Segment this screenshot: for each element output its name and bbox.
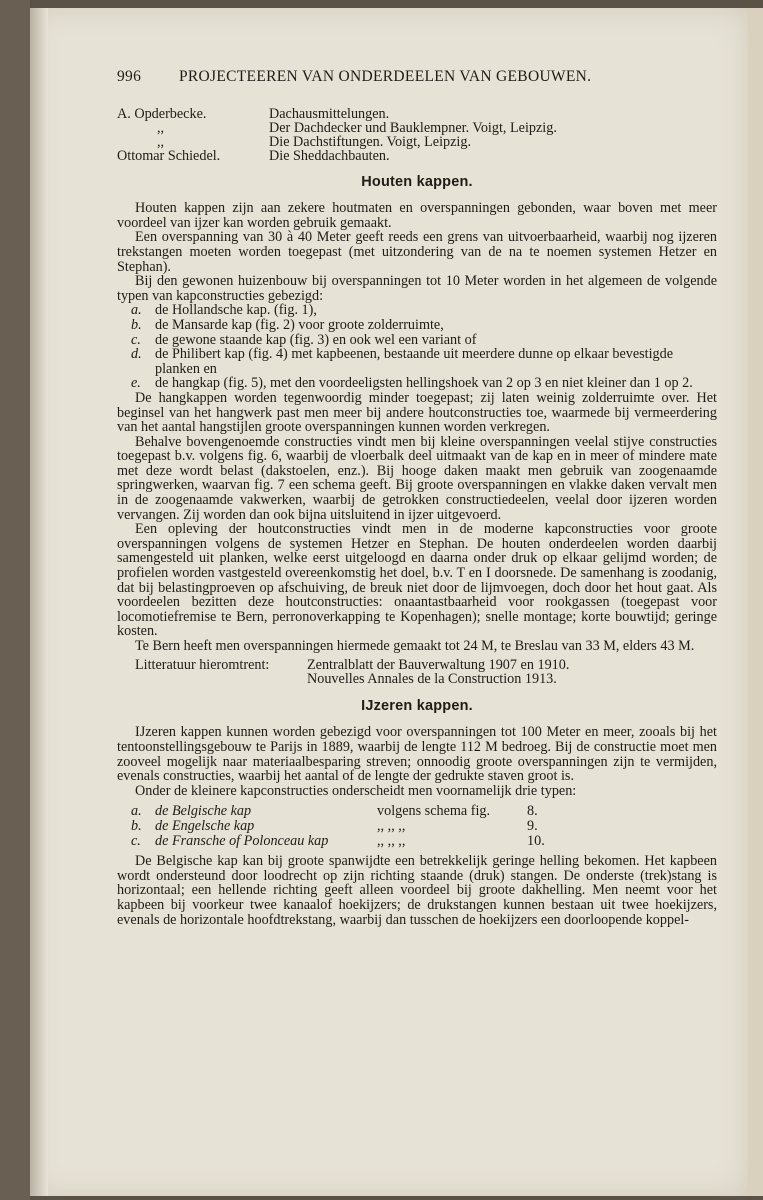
list-item — [117, 333, 717, 348]
paragraph: Een opleving der houtconstructies vindt men in de moderne kapconstructies voor groote overspanningen volgens de systemen Hetzer en Stephan. De houten onderdeelen worden daarbij samengesteld uit planken, welke eerst uitgeloogd en daarna onder druk op elkaar gelijmd worden; de profielen worden vastgesteld overeenkomstig het doel, b.v. T en I doorsnede. De samenhang is zoodanig, dat bij belastingproeven op afschuiving, de breuk niet door de lijmvoegen, doch door het hout gaat. Als voordeelen bezitten deze houtconstructies: onaantastbaarheid voor rookgassen (toegepast voor locomotiefremise te Bern, perronoverkapping te Kopenhagen); snelle montage; korte bouwtijd; geringe kosten. — [117, 521, 717, 640]
ref-title: Die Dachstiftungen. Voigt, Leipzig. — [269, 133, 472, 150]
list-marker: c. — [131, 832, 141, 849]
type-name: de Engelsche kap — [155, 817, 255, 834]
ref-author: Ottomar Schiedel. — [117, 147, 221, 164]
ijzer-type-list — [131, 804, 717, 848]
literature-block — [117, 658, 717, 687]
list-marker: a. — [131, 302, 142, 319]
paragraph: De hangkappen worden tegenwoordig minder toegepast; zij laten weinig zolderruimte over. Het beginsel van het hangwerk past men meer bij andere houtconstructies toe, waarmede bij vermeerdering van het aantal hangstijlen groote overspanningen kunnen worden verkregen. — [117, 389, 717, 436]
paragraph: Een overspanning van 30 à 40 Meter geeft reeds een grens van uitvoerbaarheid, waarbij nog ijzeren trekstangen moeten worden toegepast (met uitzondering van de na te noemen systemen Hetzer en Stephan). — [117, 229, 717, 275]
paragraph: Houten kappen zijn aan zekere houtmaten en overspanningen gebonden, waar boven met meer voordeel van ijzer kan worden gebruik gemaakt. — [117, 200, 717, 231]
type-fig: 10. — [527, 832, 545, 849]
paragraph: Behalve bovengenoemde constructies vindt men bij kleine overspanningen veelal stijve constructies toegepast b.v. volgens fig. 6, waarbij de vloerbalk deel uitmaakt van de kap en in meer of mindere mate met deze wordt belast (dakstoelen, enz.). Bij hooge daken maakt men gebruik van zoogenaamde springwerken, waarvan fig. 7 een schema geeft. Bij groote overspanningen en vlakke daken vervalt men in de zoogenaamde vakwerken, waarbij de getrokken constructiedeelen, veelal door ijzeren worden vervangen. Zij worden dan ook bijna uitsluitend in ijzer uitgevoerd. — [117, 433, 717, 523]
type-name: de Belgische kap — [155, 803, 252, 820]
page-gutter-shadow — [30, 8, 48, 1196]
type-name: de Fransche of Polonceau kap — [155, 832, 329, 849]
list-text: de Philibert kap (fig. 4) met kapbeenen, bestaande uit meerdere dunne op elkaar bevestigde planken en — [155, 346, 674, 377]
list-marker: b. — [131, 817, 142, 834]
page-content — [117, 70, 717, 927]
paragraph: IJzeren kappen kunnen worden gebezigd voor overspanningen tot 100 Meter en meer, zooals bij het tentoonstellingsgebouw te Parijs in 1889, waarbij de lengte 112 M bedroeg. Bij de constructie moet men zooveel mogelijk naar materiaalbesparing streven; onnoodig groote overspanningen zijn te vermijden, evenals constructies, waarbij het aantal of de lengte der gedrukte staven groot is. — [117, 724, 717, 785]
paragraph: Bij den gewonen huizenbouw bij overspanningen tot 10 Meter worden in het algemeen de volgende typen van kapconstructies gebezigd: — [117, 273, 717, 304]
type-ref: ,, ,, ,, — [377, 817, 406, 834]
type-ref: ,, ,, ,, — [377, 832, 406, 849]
list-marker: c. — [131, 331, 141, 348]
literature-item: Nouvelles Annales de la Construction 1913. — [307, 671, 557, 688]
kap-type-list — [117, 303, 717, 391]
list-item — [117, 347, 717, 376]
list-text: de Mansarde kap (fig. 2) voor groote zolderruimte, — [155, 316, 444, 333]
type-ref: volgens schema fig. — [377, 803, 491, 820]
paragraph: Te Bern heeft men overspanningen hiermede gemaakt tot 24 M, te Breslau van 33 M, elders 43 M. — [135, 638, 695, 654]
ref-author: ,, — [157, 119, 165, 136]
section-title-houten: Houten kappen. — [361, 173, 473, 190]
paragraph: Onder de kleinere kapconstructies onderscheidt men voornamelijk drie typen: — [135, 782, 577, 799]
list-marker: e. — [131, 375, 141, 392]
ref-author: ,, — [157, 133, 165, 150]
list-text: de hangkap (fig. 5), met den voordeeligsten hellingshoek van 2 op 3 en niet kleiner dan 1 op 2. — [155, 375, 693, 392]
ref-title: Die Sheddachbauten. — [269, 147, 390, 164]
running-header — [117, 70, 717, 85]
list-item — [117, 318, 717, 333]
page-number: 996 — [117, 68, 142, 85]
type-fig: 9. — [527, 817, 538, 834]
ref-title: Dachausmittelungen. — [269, 105, 390, 122]
page-edge — [748, 8, 763, 1196]
paragraph: De Belgische kap kan bij groote spanwijdte een betrekkelijk geringe helling bekomen. Het kapbeen wordt ondersteund door loodrecht op zijn richting staande (druk) stangen. De onderste (trek)stang is horizontaal; een hellende richting geeft alleen voordeel bij groote dakhelling. Men neemt voor het kapbeen bij voorkeur twee kanaalof hoekijzers; de drukstangen kunnen bestaan uit twee hoekijzers, evenals de horizontale hoofdtrekstang, waarbij dan tusschen de hoekijzers een doorloopende koppel- — [117, 853, 717, 928]
reference-list — [117, 107, 717, 163]
ref-title: Der Dachdecker und Bauklempner. Voigt, Leipzig. — [269, 119, 557, 136]
literature-item: Zentralblatt der Bauverwaltung 1907 en 1910. — [307, 656, 570, 673]
list-marker: d. — [131, 346, 142, 363]
list-marker: a. — [131, 803, 142, 820]
literature-label: Litteratuur hieromtrent: — [135, 656, 270, 673]
list-marker: b. — [131, 316, 142, 333]
list-text: de Hollandsche kap. (fig. 1), — [155, 302, 317, 319]
list-item — [117, 303, 717, 318]
section-title-ijzeren: IJzeren kappen. — [361, 697, 473, 714]
book-spine — [0, 0, 30, 1200]
type-fig: 8. — [527, 803, 538, 820]
ref-author: A. Opderbecke. — [117, 105, 207, 122]
list-item — [117, 376, 717, 391]
running-title: PROJECTEEREN VAN ONDERDEELEN VAN GEBOUWEN. — [179, 68, 592, 85]
list-text: de gewone staande kap (fig. 3) en ook wel een variant of — [155, 331, 477, 348]
